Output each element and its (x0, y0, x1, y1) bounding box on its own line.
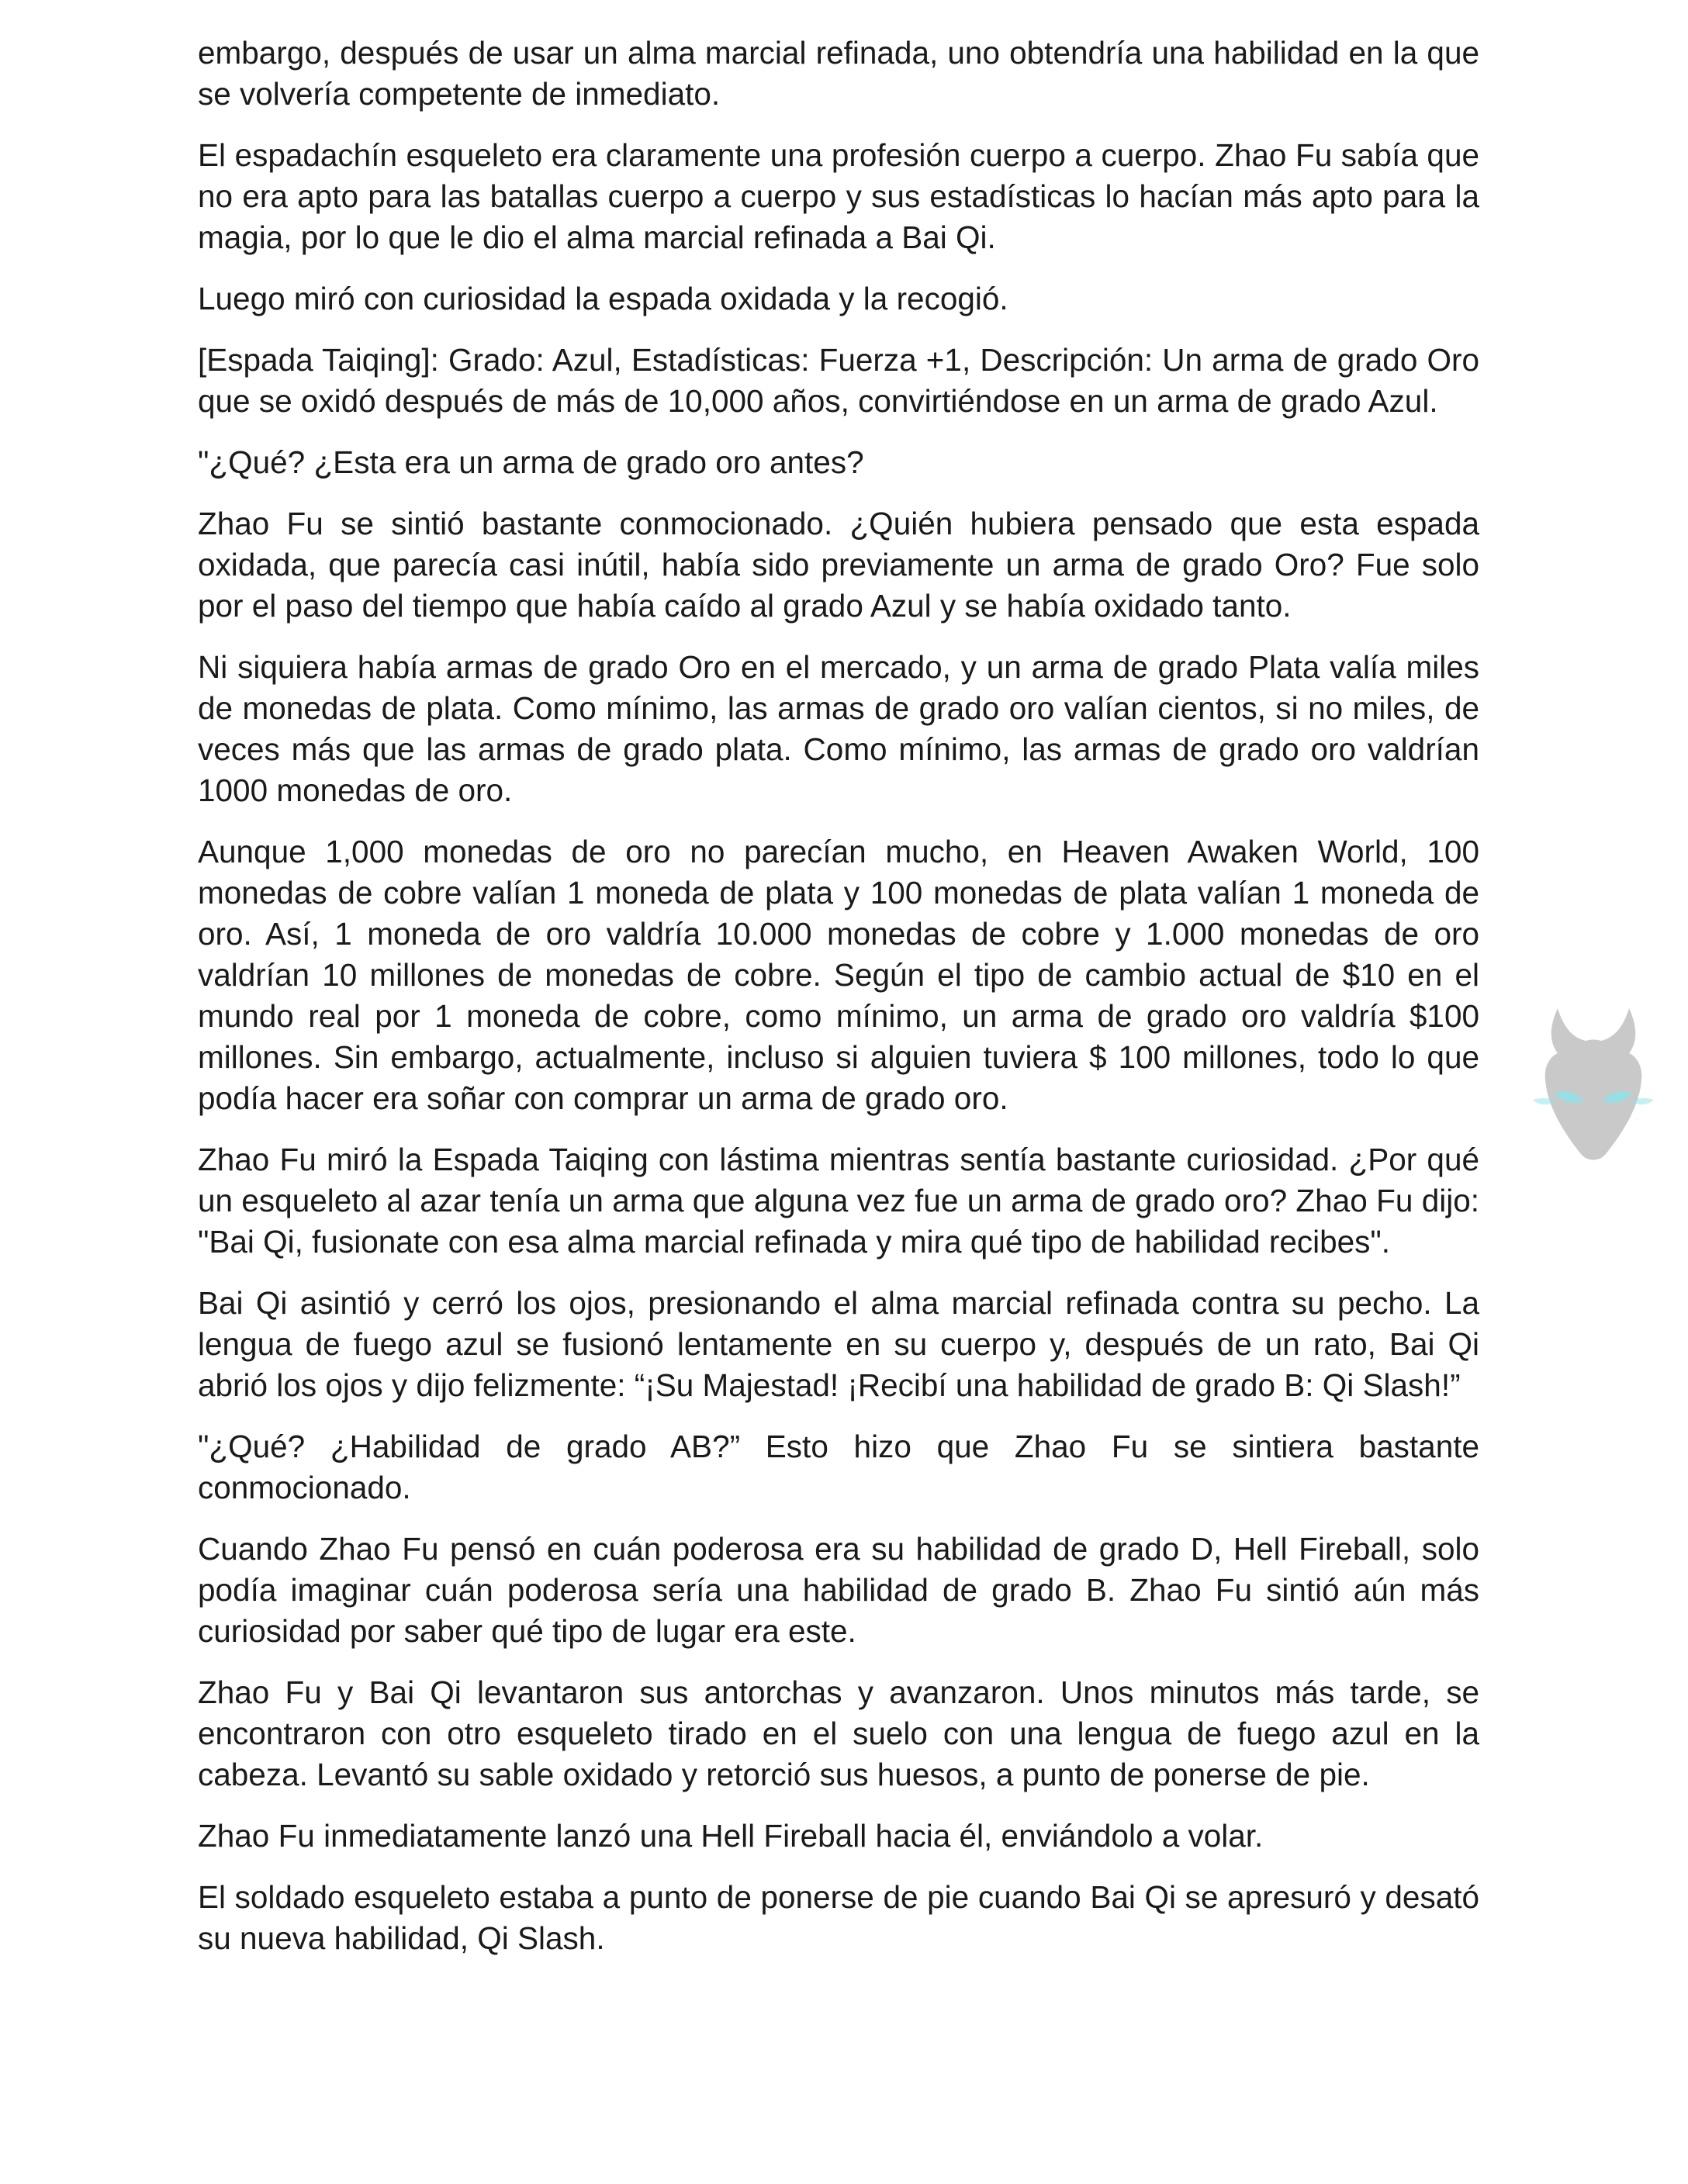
paragraph: Zhao Fu inmediatamente lanzó una Hell Fireball hacia él, enviándolo a volar. (198, 1818, 1264, 1854)
document-body (198, 33, 1479, 1979)
paragraph: "¿Qué? ¿Habilidad de grado AB?” Esto hizo que Zhao Fu se sintiera bastante conmocionado. (198, 1429, 1479, 1505)
paragraph: Zhao Fu y Bai Qi levantaron sus antorchas y avanzaron. Unos minutos más tarde, se encontraron con otro esqueleto tirado en el suelo con una lengua de fuego azul en la cabeza. Levantó su sable oxidado y retorció sus huesos, a punto de ponerse de pie. (198, 1674, 1479, 1792)
paragraph: Luego miró con curiosidad la espada oxidada y la recogió. (198, 281, 1008, 316)
paragraph: Zhao Fu se sintió bastante conmocionado. ¿Quién hubiera pensado que esta espada oxidada, que parecía casi inútil, había sido previamente un arma de grado Oro? Fue solo por el paso del tiempo que había caído al grado Azul y se había oxidado tanto. (198, 506, 1479, 624)
paragraph: Zhao Fu miró la Espada Taiqing con lástima mientras sentía bastante curiosidad. ¿Por qué un esqueleto al azar tenía un arma que alguna vez fue un arma de grado oro? Zhao Fu dijo: "Bai Qi, fusionate con esa alma marcial refinada y mira qué tipo de habilidad recibes". (198, 1142, 1479, 1260)
paragraph: Cuando Zhao Fu pensó en cuán poderosa era su habilidad de grado D, Hell Fireball, solo podía imaginar cuán poderosa sería una habilidad de grado B. Zhao Fu sintió aún más curiosidad por saber qué tipo de lugar era este. (198, 1531, 1479, 1649)
paragraph: Aunque 1,000 monedas de oro no parecían mucho, en Heaven Awaken World, 100 monedas de cobre valían 1 moneda de plata y 100 monedas de plata valían 1 moneda de oro. Así, 1 moneda de oro valdría 10.000 monedas de cobre y 1.000 monedas de oro valdrían 10 millones de monedas de cobre. Según el tipo de cambio actual de $10 en el mundo real por 1 moneda de cobre, como mínimo, un arma de grado oro valdría $100 millones. Sin embargo, actualmente, incluso si alguien tuviera $ 100 millones, todo lo que podía hacer era soñar con comprar un arma de grado oro. (198, 834, 1479, 1116)
paragraph: El espadachín esqueleto era claramente una profesión cuerpo a cuerpo. Zhao Fu sabía que no era apto para las batallas cuerpo a cuerpo y sus estadísticas lo hacían más apto para la magia, por lo que le dio el alma marcial refinada a Bai Qi. (198, 137, 1479, 255)
paragraph: "¿Qué? ¿Esta era un arma de grado oro antes? (198, 444, 864, 480)
paragraph: Bai Qi asintió y cerró los ojos, presionando el alma marcial refinada contra su pecho. La lengua de fuego azul se fusionó lentamente en su cuerpo y, después de un rato, Bai Qi abrió los ojos y dijo felizmente: “¡Su Majestad! ¡Recibí una habilidad de grado B: Qi Slash!” (198, 1285, 1479, 1403)
paragraph: Ni siquiera había armas de grado Oro en el mercado, y un arma de grado Plata valía miles de monedas de plata. Como mínimo, las armas de grado oro valían cientos, si no miles, de veces más que las armas de grado plata. Como mínimo, las armas de grado oro valdrían 1000 monedas de oro. (198, 649, 1479, 808)
paragraph: [Espada Taiqing]: Grado: Azul, Estadísticas: Fuerza +1, Descripción: Un arma de grado Oro que se oxidó después de más de 10,000 años, convirtiéndose en un arma de grado Azul. (198, 342, 1479, 419)
demon-head-icon (1527, 1002, 1660, 1174)
paragraph: El soldado esqueleto estaba a punto de ponerse de pie cuando Bai Qi se apresuró y desató su nueva habilidad, Qi Slash. (198, 1879, 1479, 1956)
paragraph: embargo, después de usar un alma marcial refinada, uno obtendría una habilidad en la que se volvería competente de inmediato. (198, 35, 1479, 112)
